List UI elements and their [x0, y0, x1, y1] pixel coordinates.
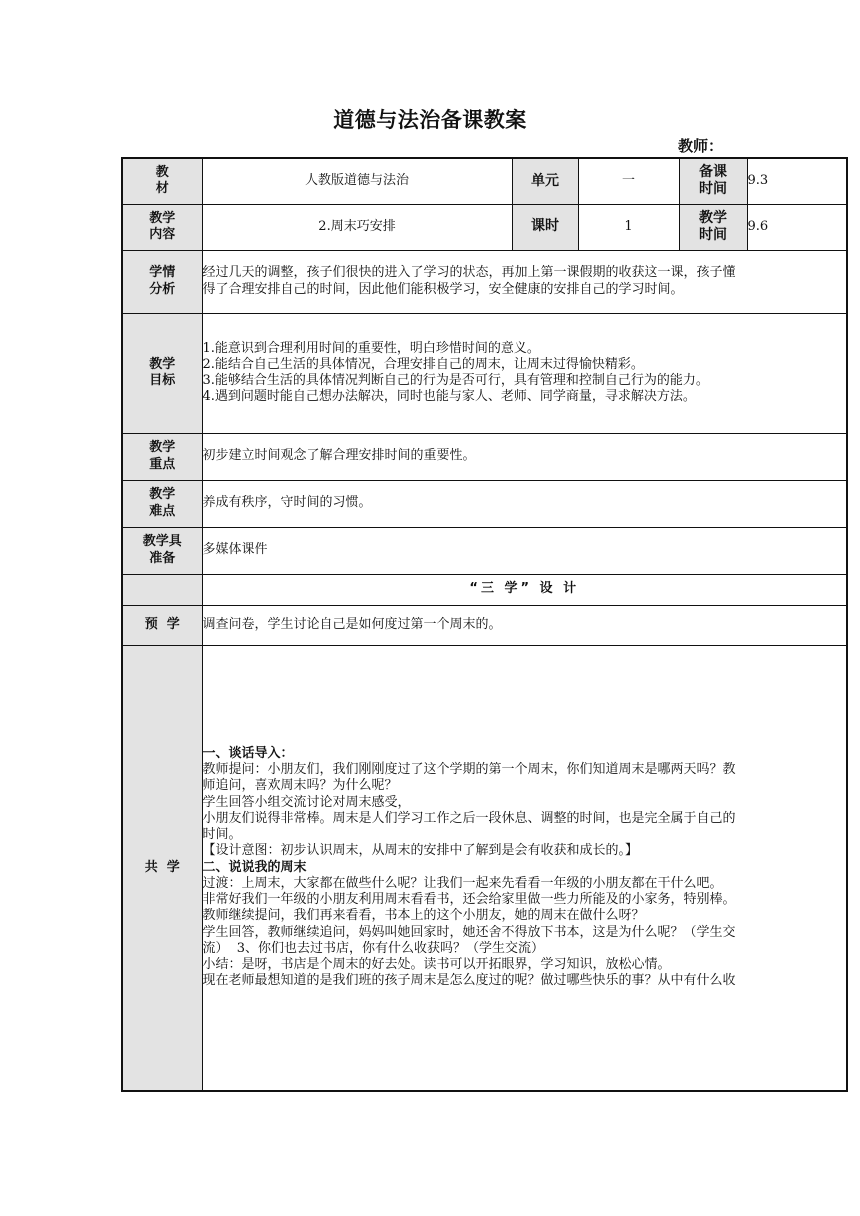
row-key-point — [122, 433, 847, 480]
design-header-blank — [122, 574, 202, 605]
content-value: 2.周末巧安排 — [202, 204, 512, 250]
colearn-line: 流） 3、你们也去过书店，你有什么收获吗？（学生交流） — [202, 940, 545, 956]
design-header: “三 学” 设 计 — [202, 574, 847, 605]
goal-item: 3.能够结合生活的具体情况判断自己的行为是否可行，具有管理和控制自己行为的能力。 — [202, 373, 709, 388]
colearn-line: 小朋友们说得非常棒。周末是人们学习工作之后一段休息、调整的时间，也是完全属于自己的 — [202, 810, 736, 826]
label-content — [122, 204, 202, 250]
period-value: 1 — [578, 204, 679, 250]
row-textbook — [122, 158, 847, 204]
colearn-line: 非常好我们一年级的小朋友利用周末看看书，还会给家里做一些力所能及的小家务，特别棒。 — [202, 892, 736, 908]
goal-item: 4.遇到问题时能自己想办法解决，同时也能与家人、老师、同学商量，寻求解决方法。 — [202, 389, 696, 405]
analysis-line: 经过几天的调整，孩子们很快的进入了学习的状态，再加上第一课假期的收获这一课，孩子懂 — [202, 265, 736, 281]
row-materials — [122, 527, 847, 574]
textbook-value: 人教版道德与法治 — [202, 158, 512, 204]
colearn-line: 时间。 — [202, 827, 242, 843]
colearn-line: 学生回答小组交流讨论对周末感受， — [202, 794, 411, 810]
colearn-line: 现在老师最想知道的是我们班的孩子周末是怎么度过的呢？做过哪些快乐的事？从中有什么收 — [202, 973, 736, 989]
label-difficulty-text: 教学 难点 — [149, 487, 176, 519]
teacher-label: 教师： — [678, 137, 724, 155]
label-goals-text: 教学 目标 — [149, 356, 176, 388]
label-prelearn: 预 学 — [122, 605, 202, 645]
label-content-text: 教学 内容 — [149, 210, 176, 242]
label-materials-text: 教学具 准备 — [142, 534, 182, 566]
label-prep-time-text: 备课 时间 — [699, 163, 727, 198]
colearn-line: 【设计意图：初步认识周末，从周末的安排中了解到是会有收获和成长的。】 — [202, 843, 639, 859]
label-period: 课时 — [512, 204, 578, 250]
lesson-plan-table — [121, 157, 848, 1092]
colearn-line: 教师继续提问，我们再来看看，书本上的这个小朋友，她的周末在做什么呀？ — [202, 908, 645, 924]
difficulty-text: 养成有秩序，守时间的习惯。 — [202, 480, 847, 527]
label-analysis-text: 学情 分析 — [149, 265, 176, 297]
unit-value: 一 — [578, 158, 679, 204]
colearn-heading: 二、说说我的周末 — [202, 859, 307, 875]
materials-text: 多媒体课件 — [202, 527, 847, 574]
goal-item: 2.能结合自己生活的具体情况，合理安排自己的周末，让周末过得愉快精彩。 — [202, 356, 644, 372]
label-goals — [122, 313, 202, 433]
row-difficulty — [122, 480, 847, 527]
goal-item: 1.能意识到合理利用时间的重要性，明白珍惜时间的意义。 — [202, 340, 540, 356]
teach-time-value: 9.6 — [747, 204, 847, 250]
label-materials — [122, 527, 202, 574]
label-teach-time-text: 教学 时间 — [699, 209, 727, 243]
label-key-point-text: 教学 重点 — [149, 440, 176, 472]
label-textbook-text: 教 材 — [155, 165, 169, 197]
row-content — [122, 204, 847, 250]
label-unit: 单元 — [512, 158, 578, 204]
label-colearn: 共 学 — [122, 645, 202, 1091]
row-colearn — [122, 645, 847, 1091]
colearn-content — [202, 645, 847, 1091]
label-key-point — [122, 433, 202, 480]
label-prep-time — [679, 158, 747, 204]
row-goals — [122, 313, 847, 433]
row-design-header — [122, 574, 847, 605]
label-textbook — [122, 158, 202, 204]
row-analysis — [122, 250, 847, 313]
colearn-line: 学生回答，教师继续追问，妈妈叫她回家时，她还舍不得放下书本，这是为什么呢？（学生交 — [202, 924, 736, 940]
analysis-line: 得了合理安排自己的时间，因此他们能积极学习，安全健康的安排自己的学习时间。 — [202, 281, 684, 297]
colearn-line: 教师提问：小朋友们，我们刚刚度过了这个学期的第一个周末，你们知道周末是哪两天吗？教 — [202, 762, 736, 778]
label-analysis — [122, 250, 202, 313]
prelearn-text: 调查问卷，学生讨论自己是如何度过第一个周末的。 — [202, 605, 847, 645]
row-prelearn — [122, 605, 847, 645]
colearn-line: 小结：是呀，书店是个周末的好去处。读书可以开拓眼界，学习知识，放松心情。 — [202, 957, 671, 973]
key-point-text: 初步建立时间观念了解合理安排时间的重要性。 — [202, 433, 847, 480]
label-teach-time — [679, 204, 747, 250]
colearn-line: 过渡：上周末，大家都在做些什么呢？让我们一起来先看看一年级的小朋友都在干什么吧。 — [202, 875, 723, 891]
colearn-heading: 一、谈话导入： — [202, 745, 294, 761]
prep-time-value: 9.3 — [747, 158, 847, 204]
goals-list — [202, 313, 847, 433]
document-title: 道德与法治备课教案 — [333, 108, 527, 132]
analysis-text — [202, 250, 847, 313]
colearn-line: 师追问，喜欢周末吗？为什么呢？ — [202, 778, 398, 794]
label-difficulty — [122, 480, 202, 527]
